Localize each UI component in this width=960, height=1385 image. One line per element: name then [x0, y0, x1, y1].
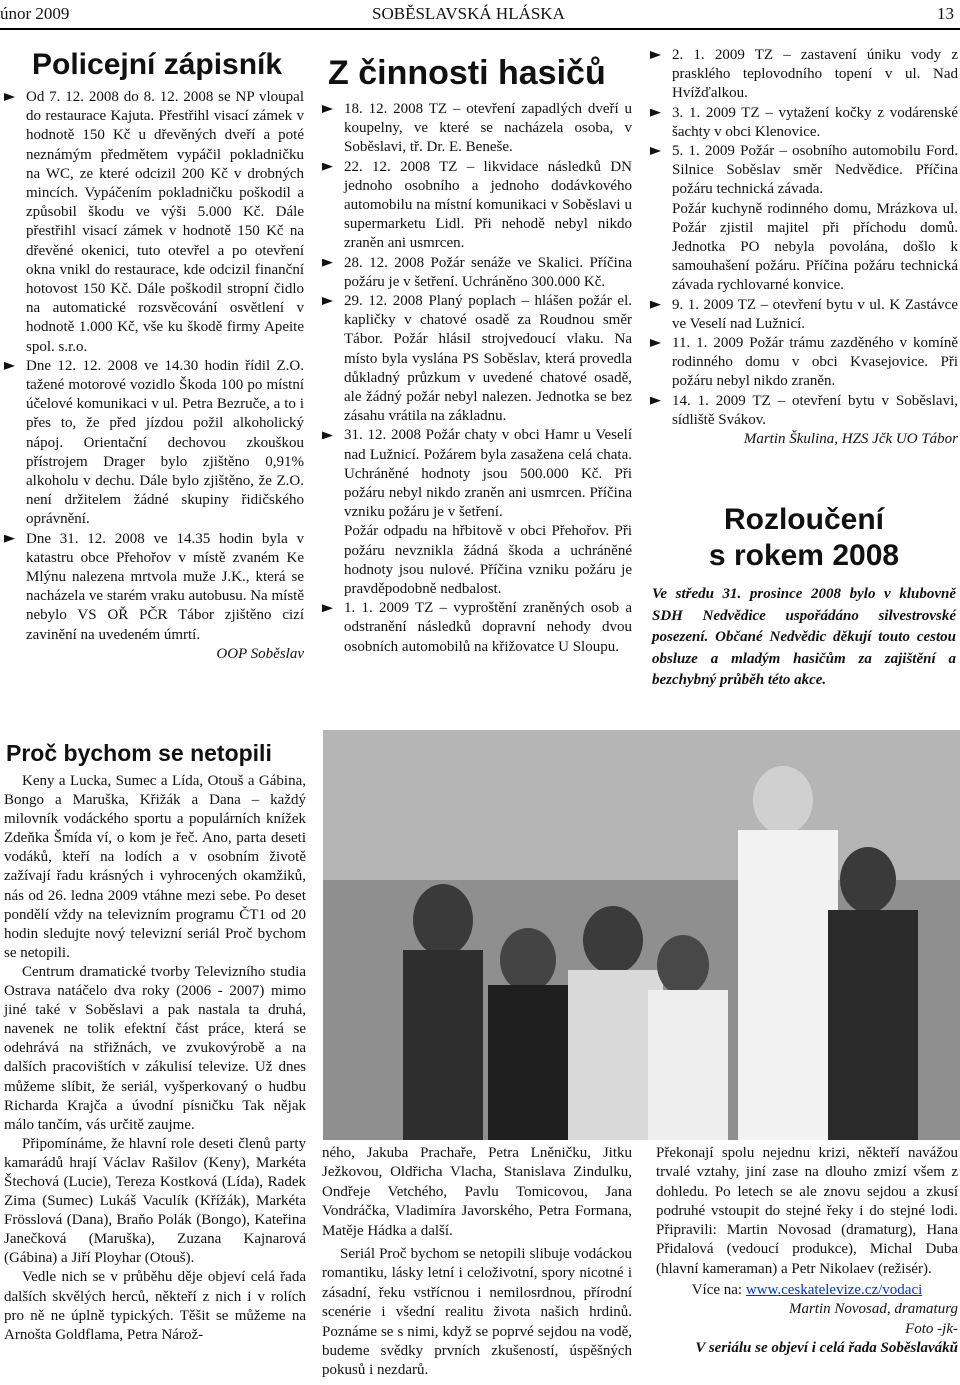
police-column: [4, 88, 304, 664]
fire-item: 14. 1. 2009 TZ – otevření bytu v Soběslavi, sídliště Svákov.: [650, 392, 958, 430]
fire-item-extra: Požár odpadu na hřbitově v obci Přehořov. Při požáru nevznikla žádná škoda a uchráněné hodnoty jsou nulové. Příčina vzniku požáru je pravděpodobně nedbalost.: [344, 523, 632, 598]
bats-paragraph: Překonají spolu nejednu krizi, někteří navážou trvalé vztahy, jiní zase na dlouho zmizí všem z dohledu. Po letech se ale znovu sejdou a zkusí podruhé vstoupit do stejné řeky i do stejné lodi. Připravili: Martin Novosad (dramaturg), Hana Přidalová (vedoucí produkce), Michal Duba (hlavní kameraman) a Petr Nikolaev (režisér).: [656, 1145, 958, 1277]
firefighters-column-right: [650, 46, 958, 449]
issue-date: únor 2009: [0, 4, 70, 23]
fire-item: 9. 1. 2009 TZ – otevření bytu v ul. K Zastávce ve Veselí nad Lužnicí.: [650, 296, 958, 334]
actors-photo: [323, 730, 960, 1140]
farewell-text: Ve středu 31. prosince 2008 bylo v klubovně SDH Nedvědice uspořádáno silvestrovské posezení. Občané Nedvědic děkují touto cestou obsluze a mladým hasičům za zajištění a bezchybný průběh této akce.: [652, 586, 956, 688]
bats-column-right: [656, 1144, 958, 1358]
header-rule: [0, 28, 960, 30]
fire-item: 11. 1. 2009 Požár trámu zazděného v komíně rodinného domu v obci Kvasejovice. Při požáru nebyl nikdo zraněn.: [650, 334, 958, 392]
fire-item: 22. 12. 2008 TZ – likvidace následků DN jednoho osobního a jednoho dodávkového automobilu na místní komunikaci v Soběslavi u supermarketu Lidl. Při nehodě nebyl nikdo zraněn ani usmrcen.: [322, 158, 632, 254]
firefighters-signature: Martin Škulina, HZS Jčk UO Tábor: [743, 431, 958, 448]
fire-item: 1. 1. 2009 TZ – vyproštění zraněných osob a odstranění následků dopravní nehody dvou osobních automobilů na křižovatce U Sloupu.: [322, 599, 632, 657]
photo-credit: Foto -jk-: [905, 1320, 958, 1337]
bats-title: Proč bychom se netopili: [6, 740, 272, 766]
bats-paragraph: Keny a Lucka, Sumec a Lída, Otouš a Gábina, Bongo a Maruška, Křižák a Dana – každý milovník vodáckého sportu a populárních knížek Zdeňka Šmída ví, o kom je řeč. Ano, parta deseti vodáků, kteří na lodích a v osobním životě zažívají řadu krásných i vyhrocených okamžiků, nás od 26. ledna 2009 vtáhne mezi sebe. Po deset pondělí vždy na televizním programu ČT1 od 20 hodin sledujte nový televizní seriál Proč bychom se netopili.: [4, 773, 306, 961]
police-signature: OOP Soběslav: [216, 645, 304, 662]
fire-item: 3. 1. 2009 TZ – vytažení kočky z vodárenské šachty v obci Klenovice.: [650, 104, 958, 142]
fire-item: 2. 1. 2009 TZ – zastavení úniku vody z prasklého teplovodního topení v ul. Nad Hvížďalkou.: [650, 46, 958, 104]
newspaper-title: SOBĚSLAVSKÁ HLÁSKA: [372, 4, 565, 23]
police-item: Od 7. 12. 2008 do 8. 12. 2008 se NP vloupal do restaurace Kajuta. Přestřihl visací zámek v hodnotě 150 Kč u dřevěných dveří a poté neznámým předmětem vypáčil pokladničku na WC, ze které odcizil 200 Kč v drobných mincích. Vypáčením pokladničku poškodil a způsobil škodu ve výši 5.000 Kč. Dále přestřihl visací zámek v hodnotě 150 Kč na dřevěné okenici, tuto otevřel a po otevření okna vnikl do restaurace, kde odcizil finanční hotovost 150 Kč. Dále poškodil stropní čidlo na automatické rozsvěcování osvětlení v hodnotě 1.000 Kč, vše ku škodě firmy Apeite spol. s.r.o.: [4, 88, 304, 357]
fire-item: 18. 12. 2008 TZ – otevření zapadlých dveří u koupelny, ve které se nacházela osoba, v Soběslavi, tř. Dr. E. Beneše.: [322, 100, 632, 158]
bats-paragraph: Seriál Proč bychom se netopili slibuje vodáckou romantiku, lásky letní i celoživotní, spory nicotné i zásadní, řeku vstřícnou i nemilosrdnou, přírodní scenérie i všední realitu života našich hrdinů. Poznáme se s nimi, když se poprvé sejdou na vodě, budeme svědky prvních zkušeností, úspěšných pokusů i nezdarů.: [322, 1246, 632, 1379]
fire-item: 28. 12. 2008 Požár senáže ve Skalici. Příčina požáru je v šetření. Uchráněno 300.000 Kč.: [322, 254, 632, 292]
page-header: [0, 0, 960, 30]
more-info: Více na: www.ceskatelevize.cz/vodaci: [691, 1282, 923, 1299]
police-title: Policejní zápisník: [32, 48, 283, 81]
farewell-title-2: s rokem 2008: [708, 539, 900, 572]
bats-column: [4, 772, 306, 1345]
bats-paragraph: ného, Jakuba Prachaře, Petra Lněničku, Jitku Ježkovou, Oldřicha Vlacha, Stanislava Zindulku, Ondřeje Vetchého, Pavlu Tomicovou, Jana Vondráčka, Vladimíra Javorského, Petra Formana, Matěje Hádka a další.: [322, 1145, 632, 1239]
bats-paragraph: Centrum dramatické tvorby Televizního studia Ostrava natáčelo dva roky (2006 - 2007) mimo jiné také v Soběslavi a pak nastala ta druhá, navenek ne tolik efektní část práce, která se odehrává na střižnách, ve zvukovýrobě a na dalších pracovištích v zákulisí televize. Už dnes můžeme slíbit, že seriál, vyšperkovaný o hudbu Richarda Krajča a úvodní písničku Tak nějak málo tančím, vás určitě zaujme.: [4, 963, 306, 1133]
firefighters-title: Z činnosti hasičů: [328, 54, 606, 92]
police-item: Dne 12. 12. 2008 ve 14.30 hodin řídil Z.O. tažené motorové vozidlo Škoda 100 po místní účelové komunikaci v ul. Petra Bezruče, a to i přes to, že před jízdou požil alkoholický nápoj. Orientační dechovou zkouškou přístrojem Drager bylo zjištěno 0,91% alkoholu v dechu. Dále bylo zjištěno, že Z.O. není držitelem žádné skupiny řidičského oprávnění.: [4, 357, 304, 530]
fire-item: 31. 12. 2008 Požár chaty v obci Hamr u Veselí nad Lužnicí. Požárem byla zasažena celá chata. Uchráněné hodnoty jsou 500.000 Kč. Při požáru nebyl nikdo zraněn ani usmrcen. Příčina vzniku požáru je v šetření.: [322, 426, 632, 522]
police-item: Dne 31. 12. 2008 ve 14.35 hodin byla v katastru obce Přehořov v místě zvaném Ke Mlýnu nalezena mrtvola muže J.K., která se nacházela ve starém vraku autobusu. Na místě nebylo VS OŘ PČR Tábor zjištěno cizí zavinění na uvedeném úmrtí.: [4, 530, 304, 645]
bats-paragraph: Vedle nich se v průběhu děje objeví celá řada dalších skvělých herců, někteří z nich i v rolích pro ně ne úplně typických. Těšit se můžeme na Arnošta Goldflama, Petra Nárož-: [4, 1269, 306, 1343]
page-number: 13: [937, 4, 954, 23]
farewell-box: [650, 488, 958, 720]
actors-photo-illustration: [323, 730, 960, 1140]
fire-item: 5. 1. 2009 Požár – osobního automobilu Ford. Silnice Soběslav směr Nedvědice. Příčina požáru technická závada.: [650, 142, 958, 200]
ct-link[interactable]: www.ceskatelevize.cz/vodaci: [745, 1282, 923, 1299]
bats-signature: Martin Novosad, dramaturg: [788, 1301, 958, 1318]
fire-item: 29. 12. 2008 Planý poplach – hlášen požár el. kapličky v chatové osadě za Roudnou směr Tábor. Požár hlásil strojvedoucí vlaku. Na místo byla vyslána PS Soběslav, která provedla důkladný průzkum v uvedené chatové osadě, ale žádný požár nebyl nalezen. Jednotka se bez zásahu vrátila na základnu.: [322, 292, 632, 426]
farewell-title-1: Rozloučení: [723, 503, 884, 536]
fire-item-extra: Požár kuchyně rodinného domu, Mrázkova ul. Požár zjistil majitel při příchodu domů. Jednotka PO nebyla povolána, došlo k samouhašení požáru. Příčina požáru technická závada rychlovarné konvice.: [672, 200, 958, 294]
photo-caption: V seriálu se objeví i celá řada Soběslavákŭ: [695, 1339, 958, 1356]
bats-column-mid: [322, 1144, 632, 1381]
firefighters-column: [322, 100, 632, 657]
bats-paragraph: Připomínáme, že hlavní role deseti členů party kamarádů hrají Václav Rašilov (Keny), Markéta Štechová (Lucie), Tereza Kostková (Lída), Radek Zima (Sumec) Lukáš Vaculík (Křížák), Markéta Frösslová (Dana), Braňo Polák (Bongo), Kateřina Janečková (Maruška), Zuzana Kajnarová (Gábina) a Jiří Ployhar (Otouš).: [4, 1135, 306, 1267]
